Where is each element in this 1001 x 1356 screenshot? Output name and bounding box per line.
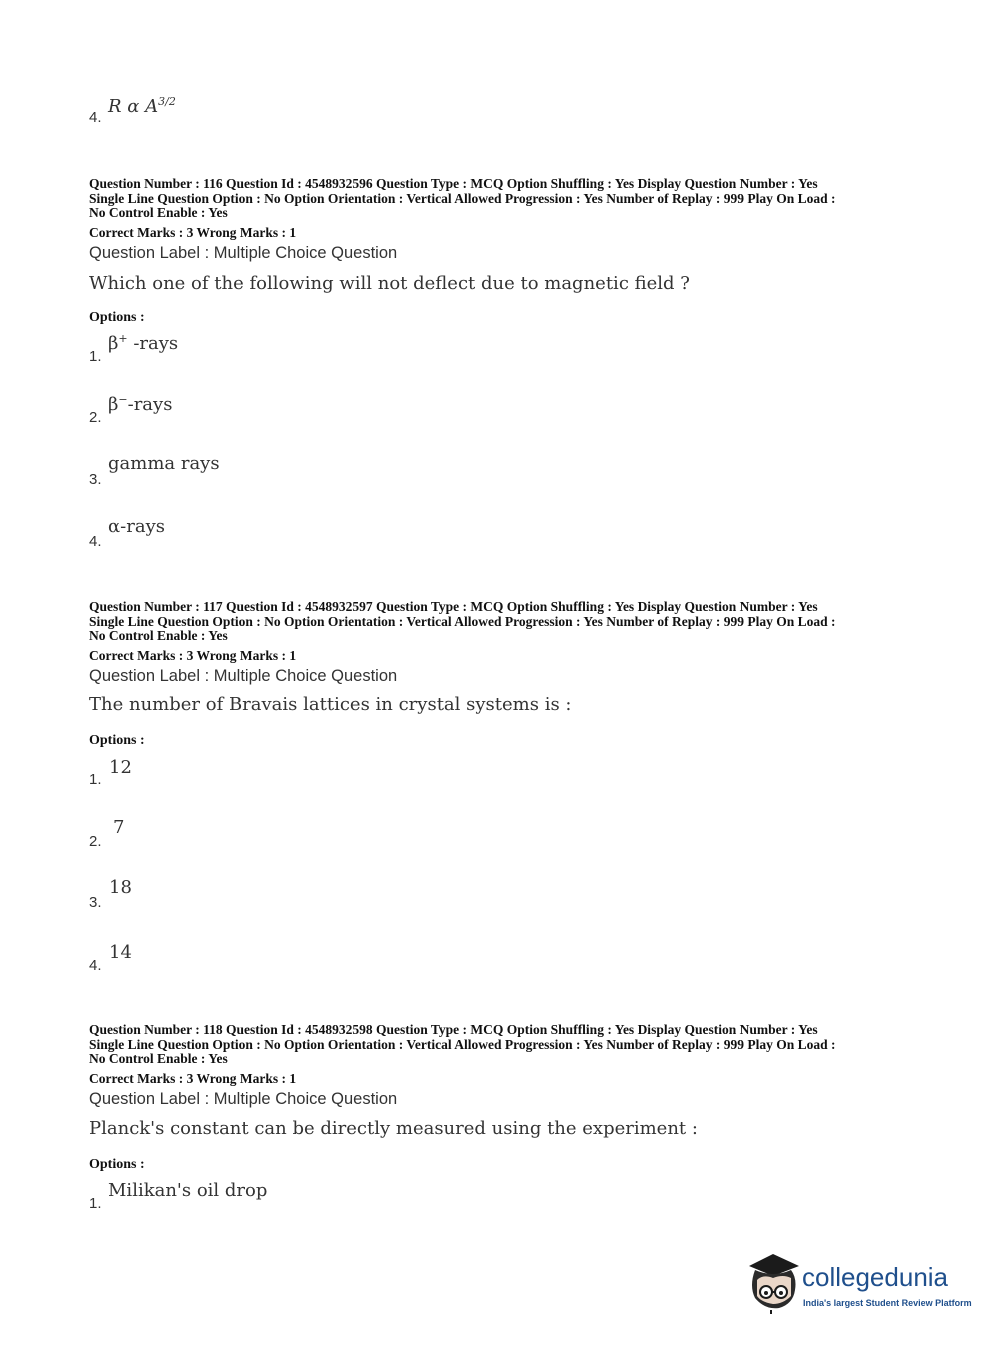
options-heading: Options : [89, 733, 145, 748]
graduate-mascot-icon [743, 1252, 801, 1314]
options-heading: Options : [89, 310, 145, 325]
question-text: Planck's constant can be directly measured using the experiment : [89, 1118, 698, 1139]
marks: Correct Marks : 3 Wrong Marks : 1 [89, 1071, 297, 1086]
question-text: Which one of the following will not deflect due to magnetic field ? [89, 273, 690, 294]
option-number: 4. [89, 957, 102, 974]
collegedunia-logo [743, 1252, 973, 1322]
question-label: Question Label : Multiple Choice Question [89, 1090, 398, 1108]
option-number: 2. [89, 833, 102, 850]
question-label: Question Label : Multiple Choice Question [89, 667, 398, 685]
option-number: 1. [89, 348, 102, 365]
marks: Correct Marks : 3 Wrong Marks : 1 [89, 225, 297, 240]
logo-tagline: India's largest Student Review Platform [803, 1298, 972, 1308]
option-text: 14 [109, 942, 132, 963]
option-text: 12 [109, 757, 132, 778]
option-number: 1. [89, 771, 102, 788]
option-number: 4. [89, 109, 102, 126]
option-text: β−-rays [108, 393, 173, 415]
question-meta: Question Number : 118 Question Id : 4548932598 Question Type : MCQ Option Shuffling : Yes Display Question Number : Yes Single Line Question Option : No Option Orientation : Vertical Allowed Progression : Yes Number of Replay : 999 Play On Load : No Control Enable : Yes [89, 1022, 836, 1066]
option-text: α-rays [108, 516, 165, 537]
options-heading: Options : [89, 1157, 145, 1172]
option-text: Milikan's oil drop [108, 1180, 268, 1201]
marks: Correct Marks : 3 Wrong Marks : 1 [89, 648, 297, 663]
option-number: 2. [89, 409, 102, 426]
question-meta: Question Number : 116 Question Id : 4548932596 Question Type : MCQ Option Shuffling : Yes Display Question Number : Yes Single Line Question Option : No Option Orientation : Vertical Allowed Progression : Yes Number of Replay : 999 Play On Load : No Control Enable : Yes [89, 176, 836, 220]
option-number: 3. [89, 471, 102, 488]
question-label: Question Label : Multiple Choice Question [89, 244, 398, 262]
question-text: The number of Bravais lattices in crystal systems is : [89, 694, 572, 715]
option-number: 4. [89, 533, 102, 550]
option-text: gamma rays [108, 453, 220, 474]
question-meta: Question Number : 117 Question Id : 4548932597 Question Type : MCQ Option Shuffling : Yes Display Question Number : Yes Single Line Question Option : No Option Orientation : Vertical Allowed Progression : Yes Number of Replay : 999 Play On Load : No Control Enable : Yes [89, 599, 836, 643]
logo-wordmark: collegedunia [802, 1262, 949, 1292]
option-number: 3. [89, 894, 102, 911]
option-text: 7 [113, 817, 125, 838]
option-number: 1. [89, 1195, 102, 1212]
option-text: R α $A^{3/2}$ [108, 95, 176, 117]
option-text: β+ -rays [108, 332, 179, 354]
option-text: 18 [109, 877, 132, 898]
